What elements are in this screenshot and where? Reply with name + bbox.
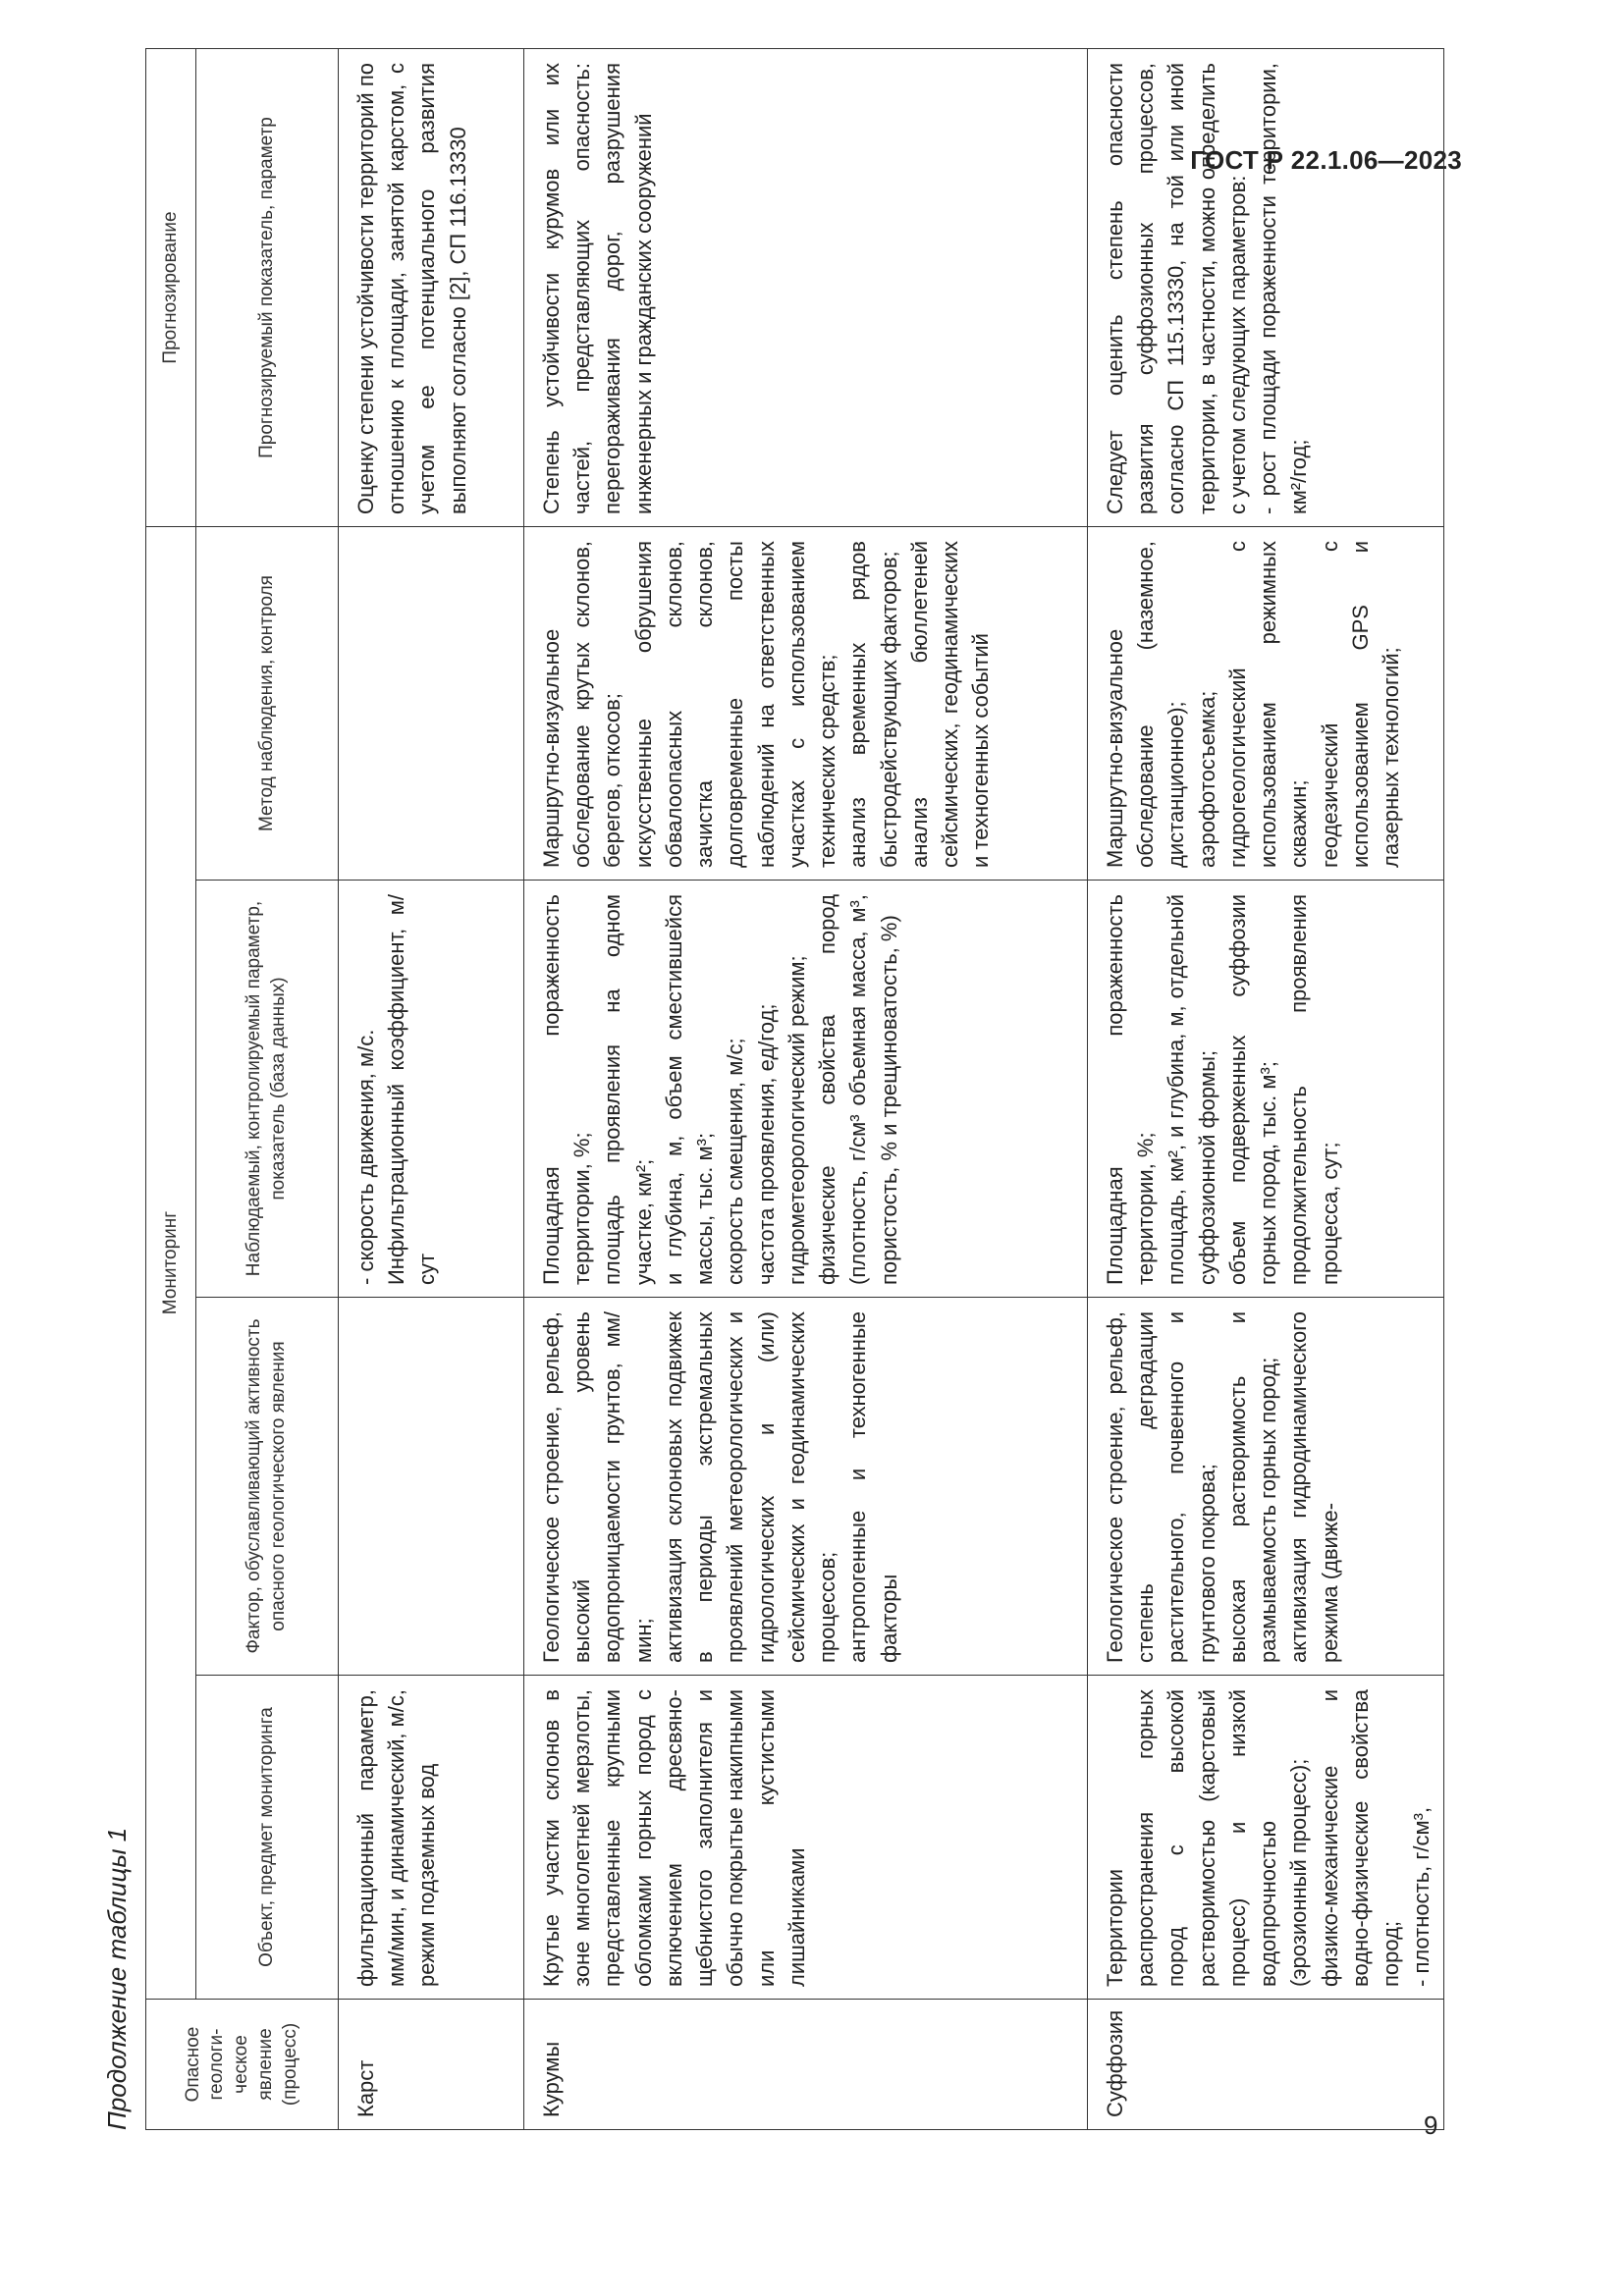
cell-method xyxy=(339,527,524,881)
cell-line: - скорость движения, м/с. xyxy=(353,1029,378,1285)
table-row xyxy=(339,49,524,2130)
column-header-forecast: Прогнозируемый показатель, параметр xyxy=(196,49,339,527)
cell-line: физико-механические и водно-физические свойства пород; xyxy=(1317,1689,1404,1987)
cell-line: Площадная пораженность территории, %; xyxy=(539,894,595,1285)
cell-line: активизация склоновых подвижек в периоды экстремальных проявлений метеорологических и гидрологических и (или) сейсмических и геодинамических процессов; xyxy=(661,1311,840,1663)
cell-line: геодезический с использованием GPS и лазерных технологий; xyxy=(1317,541,1404,868)
cell-line: антропогенные и техногенные факторы xyxy=(845,1311,901,1663)
group-header-forecasting: Прогнозирование xyxy=(146,49,196,527)
cell-phenomenon: Карст xyxy=(339,2000,524,2130)
cell-line: Геологическое строение, рельеф, степень деградации растительного, почвенного и грунтового покрова; xyxy=(1103,1311,1219,1663)
cell-line: искусственные обрушения обвалоопасных склонов, зачистка склонов, долговременные посты наблюдений на ответственных участках с использованием технических средств; xyxy=(630,541,840,868)
cell-parameter xyxy=(339,881,524,1298)
group-header-monitoring: Мониторинг xyxy=(146,527,196,2000)
cell-parameter xyxy=(1088,881,1444,1298)
cell-line: Следует оценить степень опасности развития суффозионных процессов, согласно СП 115.13330, на той или иной территории, в частности, можно определить с учетом следующих параметров: xyxy=(1103,63,1250,514)
cell-parameter xyxy=(524,881,1088,1298)
cell-forecast xyxy=(1088,49,1444,527)
table-row xyxy=(524,49,1088,2130)
cell-line: Геологическое строение, рельеф, высокий уровень водопроницаемости грунтов, мм/мин; xyxy=(539,1311,656,1663)
cell-method xyxy=(1088,527,1444,881)
table-caption: Продолжение таблицы 1 xyxy=(101,1827,132,2130)
cell-line: площадь проявления на одном участке, км²; xyxy=(600,894,656,1285)
cell-line: Инфильтрационный коэффициент, м/сут xyxy=(384,894,440,1285)
cell-line: Маршрутно-визуальное обследование крутых склонов, берегов, откосов; xyxy=(539,541,625,868)
cell-factor xyxy=(524,1298,1088,1676)
cell-line: высокая растворимость и размываемость горных пород; xyxy=(1224,1311,1281,1663)
hazard-monitoring-table xyxy=(145,48,1444,2130)
cell-line: Маршрутно-визуальное обследование (наземное, дистанционное); xyxy=(1103,541,1189,868)
rotated-table-block xyxy=(88,0,1435,2148)
cell-line: объем подверженных суффозии горных пород, тыс. м³; xyxy=(1224,894,1281,1285)
column-header-method: Метод наблюдения, контроля xyxy=(196,527,339,881)
cell-object xyxy=(1088,1676,1444,2000)
cell-factor xyxy=(339,1298,524,1676)
cell-line: физические свойства пород (плотность, г/см³ объемная масса, м³, пористость, % и трещиноватость, %) xyxy=(815,894,901,1285)
page-number: 9 xyxy=(1424,2110,1438,2140)
cell-line: анализ бюллетеней сейсмических, геодинамических и техногенных событий xyxy=(906,541,994,868)
cell-line: - рост площади пораженности территории, км²/год; xyxy=(1256,63,1312,514)
cell-line: Площадная пораженность территории, %; xyxy=(1103,894,1159,1285)
cell-line: продолжительность проявления процесса, сут; xyxy=(1286,894,1342,1285)
cell-line: частота проявления, ед/год; xyxy=(753,1003,779,1285)
standard-code: ГОСТ Р 22.1.06—2023 xyxy=(1190,145,1462,175)
table-row xyxy=(1088,49,1444,2130)
cell-line: активизация гидродинамического режима (движе- xyxy=(1286,1311,1342,1663)
cell-line: площадь, км², и глубина, м, отдельной суффозионной формы; xyxy=(1164,894,1219,1285)
cell-factor xyxy=(1088,1298,1444,1676)
cell-line: скорость смещения, м/с; xyxy=(723,1038,748,1285)
cell-forecast: Степень устойчивости курумов или их частей, представляющих опасность: перегораживания дорог, разрушения инженерных и гражданских сооружений xyxy=(524,49,1088,527)
cell-object: Крутые участки склонов в зоне многолетней мерзлоты, представленные крупными обломками горных пород с включением дресвяно-щебнистого заполнителя и обычно покрытые накипными или кустистыми лишайниками xyxy=(524,1676,1088,2000)
column-header-parameter: Наблюдаемый, контролируемый параметр, показатель (база данных) xyxy=(196,881,339,1298)
cell-line: гидрометеорологический режим; xyxy=(784,955,809,1285)
cell-phenomenon: Суффозия xyxy=(1088,2000,1444,2130)
column-header-phenomenon: Опасное геологи-ческое явление (процесс) xyxy=(146,2000,339,2130)
cell-phenomenon: Курумы xyxy=(524,2000,1088,2130)
cell-forecast: Оценку степени устойчивости территорий по отношению к площади, занятой карстом, с учетом ее потенциального развития выполняют согласно [2], СП 116.13330 xyxy=(339,49,524,527)
cell-method xyxy=(524,527,1088,881)
cell-line: аэрофотосъемка; xyxy=(1194,690,1219,868)
column-header-object: Объект, предмет мониторинга xyxy=(196,1676,339,2000)
cell-line: - плотность, г/см³, xyxy=(1409,1806,1435,1987)
cell-line: Территории распространения горных пород с высокой растворимостью (карстовый процесс) и низкой водопрочностью (эрозионный процесс); xyxy=(1103,1689,1312,1987)
column-header-factor: Фактор, обуславливающий активность опасного геологического явления xyxy=(196,1298,339,1676)
cell-line: гидрогеологический с использованием режимных скважин; xyxy=(1224,541,1312,868)
cell-object: фильтрационный параметр, мм/мин, и динамический, м/с, режим подземных вод xyxy=(339,1676,524,2000)
cell-line: и глубина, м, объем сместившейся массы, тыс. м³; xyxy=(661,894,718,1285)
cell-line: анализ временных рядов быстродействующих факторов; xyxy=(845,541,901,868)
